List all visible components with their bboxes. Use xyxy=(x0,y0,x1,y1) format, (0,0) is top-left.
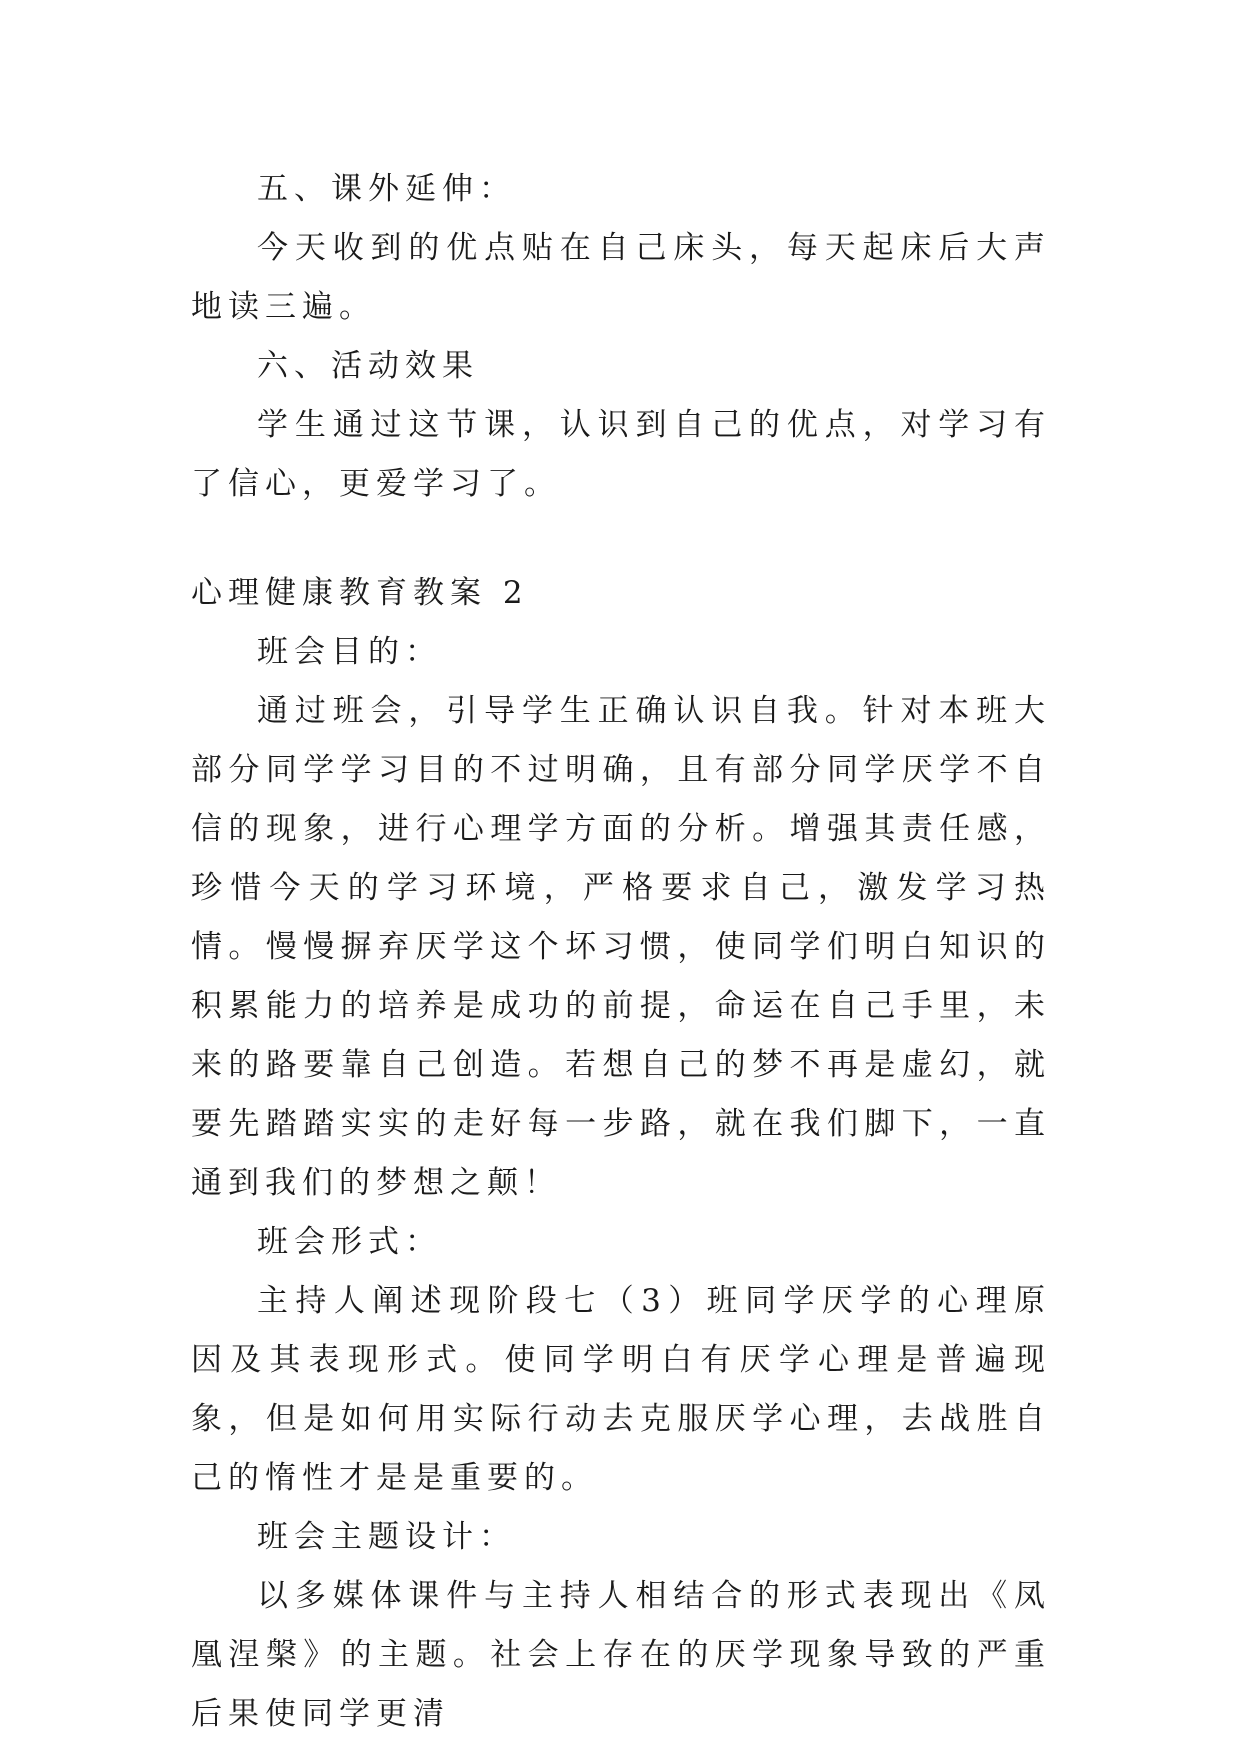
heading-effect: 六、活动效果 xyxy=(257,348,479,384)
paragraph-effect: 学生通过这节课，认识到自己的优点，对学习有了信心，更爱学习了。 xyxy=(191,407,1051,502)
section-activity-end xyxy=(191,160,1051,514)
heading-design: 班会主题设计： xyxy=(257,1519,516,1555)
paragraph-form: 主持人阐述现阶段七（3）班同学厌学的心理原因及其表现形式。使同学明白有厌学心理是普遍现象，但是如何用实际行动去克服厌学心理，去战胜自己的惰性才是是重要的。 xyxy=(191,1283,1051,1496)
heading-form: 班会形式： xyxy=(257,1224,442,1260)
section-lesson-plan-2 xyxy=(191,564,1051,1744)
paragraph-design: 以多媒体课件与主持人相结合的形式表现出《凤凰涅槃》的主题。社会上存在的厌学现象导致的严重后果使同学更清 xyxy=(191,1578,1051,1732)
lesson-plan-title: 心理健康教育教案 2 xyxy=(191,575,529,611)
heading-purpose: 班会目的： xyxy=(257,634,442,670)
heading-extension: 五、课外延伸： xyxy=(257,171,516,207)
paragraph-extension: 今天收到的优点贴在自己床头，每天起床后大声地读三遍。 xyxy=(191,230,1051,325)
paragraph-purpose: 通过班会，引导学生正确认识自我。针对本班大部分同学学习目的不过明确，且有部分同学厌学不自信的现象，进行心理学方面的分析。增强其责任感，珍惜今天的学习环境，严格要求自己，激发学习热情。慢慢摒弃厌学这个坏习惯，使同学们明白知识的积累能力的培养是成功的前提，命运在自己手里，未来的路要靠自己创造。若想自己的梦不再是虚幻，就要先踏踏实实的走好每一步路，就在我们脚下，一直通到我们的梦想之颠！ xyxy=(191,693,1051,1201)
